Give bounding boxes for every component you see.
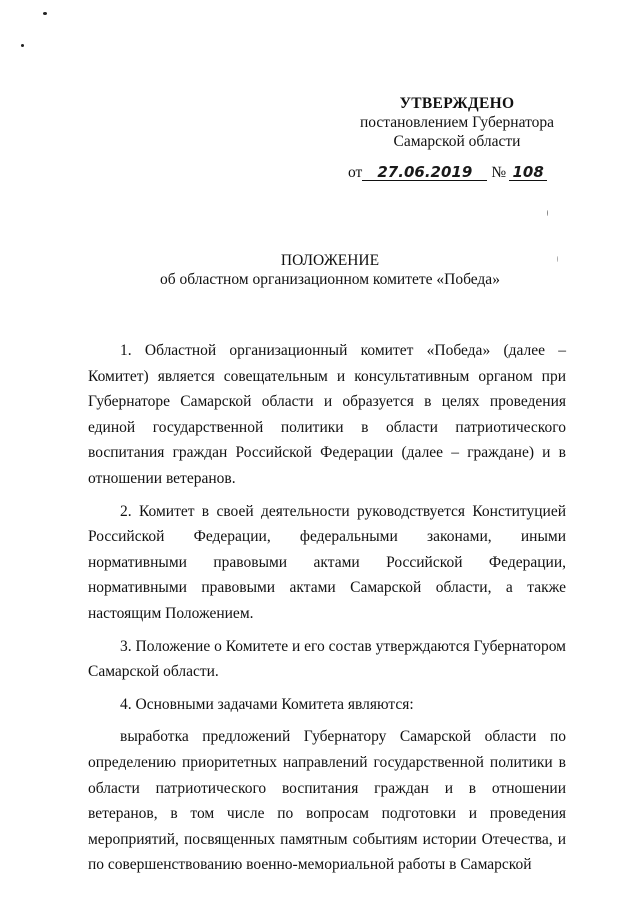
paragraph-1: 1. Областной организационный комитет «Победа» (далее – Комитет) является совещательным и консультативным органом при Губернаторе Самарской области и образуется в целях проведения единой государственной политики в области патриотического воспитания граждан Российской Федерации (далее – граждане) и в отношении ветеранов.	[88, 342, 566, 487]
handwritten-date: 27.06.2019	[362, 164, 487, 181]
document-title	[120, 251, 540, 289]
date-number-line	[348, 163, 568, 183]
scan-speck	[43, 12, 47, 15]
approval-stamp	[352, 94, 562, 151]
title-main: ПОЛОЖЕНИЕ	[280, 252, 380, 269]
scan-speck	[21, 44, 24, 47]
paragraph-5: выработка предложений Губернатору Самарской области по определению приоритетных направлений государственной политики в области патриотического воспитания граждан и в отношении ветеранов, в том числе по вопросам подготовки и проведения мероприятий, посвященных памятным событиям истории Отечества, и по совершенствованию военно-мемориальной работы в Самарской	[88, 728, 566, 874]
approval-heading: УТВЕРЖДЕНО	[399, 95, 515, 112]
paragraph-3: 3. Положение о Комитете и его состав утверждаются Губернатором Самарской области.	[88, 637, 566, 681]
date-prefix: от	[348, 164, 363, 181]
approval-line-1: постановлением Губернатора	[359, 114, 555, 131]
handwritten-number: 108	[509, 164, 547, 181]
number-sign: №	[491, 164, 507, 181]
scan-speck	[557, 256, 558, 262]
scan-speck	[547, 210, 548, 216]
paragraph-2: 2. Комитет в своей деятельности руководствуется Конституцией Российской Федерации, федеральными законами, иными нормативными правовыми актами Российской Федерации, нормативными правовыми актами Самарской области, а также настоящим Положением.	[88, 502, 566, 622]
document-body	[88, 338, 566, 885]
paragraph-4: 4. Основными задачами Комитета являются:	[120, 695, 414, 713]
title-subtitle: об областном организационном комитете «Победа»	[160, 271, 500, 288]
approval-line-2: Самарской области	[393, 133, 521, 150]
